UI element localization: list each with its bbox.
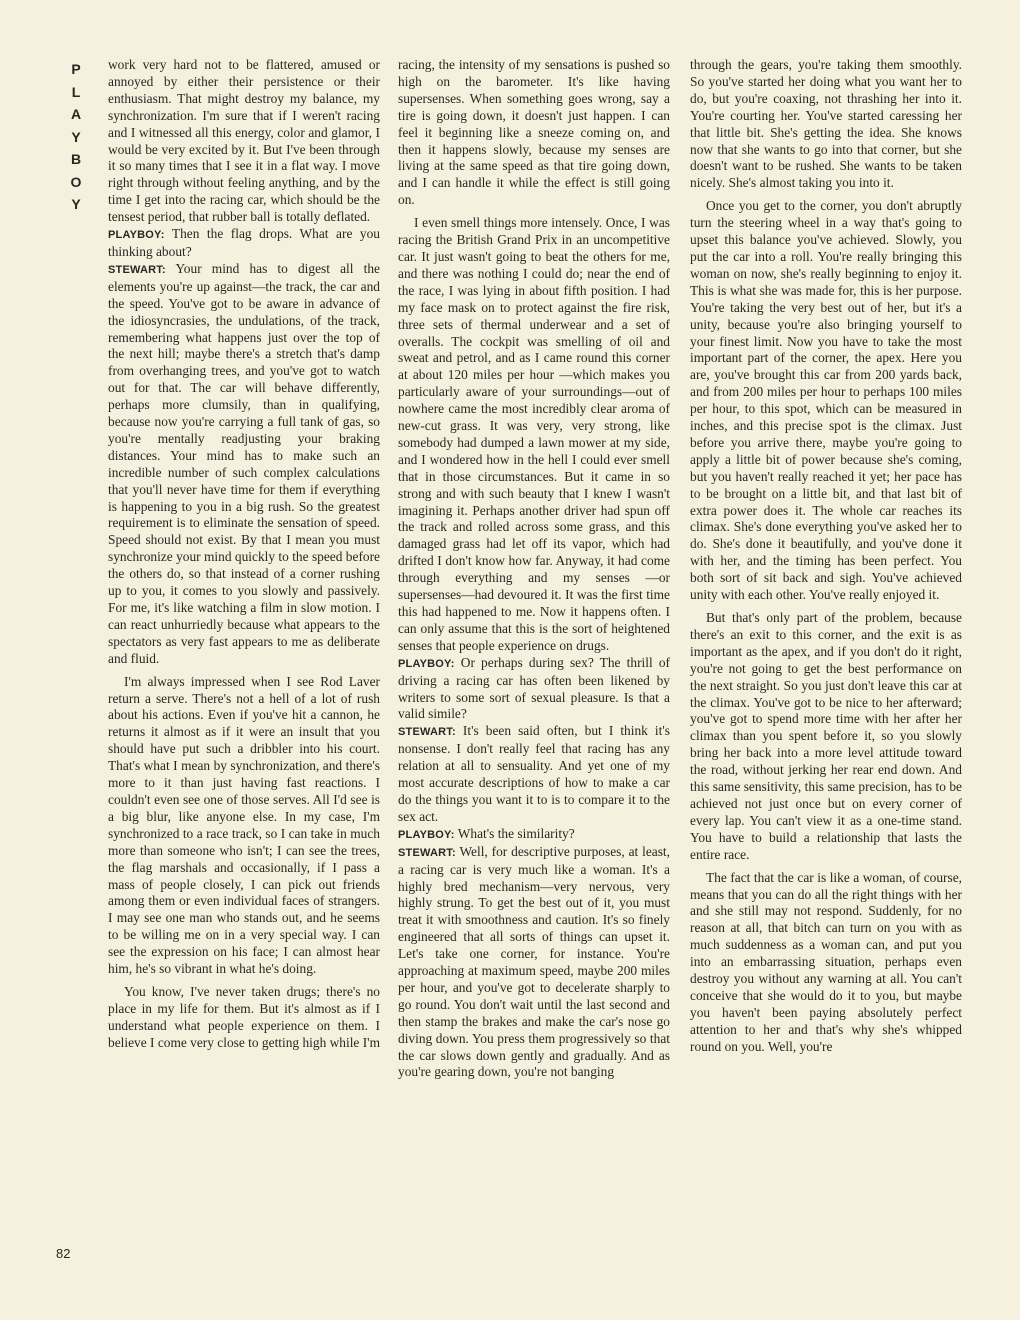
paragraph <box>690 57 962 192</box>
magazine-masthead <box>56 58 96 216</box>
paragraph-text: work very hard not to be flattered, amused or annoyed by either their persistence or their enthusiasm. That might destroy my balance, my synchronization. I'm sure that if I weren't racing and I witnessed all this energy, color and glamor, I would be very excited by it. But I've been through it so many times that I see it in a flat way. I move right through without feeling anything, and by the time I get into the racing car, which should be the tensest period, that rubber ball is totally deflated. <box>108 57 380 225</box>
paragraph-text: The fact that the car is like a woman, of course, means that you can do all the right things with her and she still may not respond. Suddenly, for no reason at all, that bitch can turn on you with as much suddenness as a woman can, and put you into an embarrassing situation, perhaps even destroy you without any warning at all. You can't conceive that she would do it to you, but maybe you haven't been paying absolutely perfect attention to her and that's why she's whipped round on you. Well, you're <box>690 869 962 1054</box>
masthead-letter: B <box>70 151 82 167</box>
text-column-1 <box>108 57 380 1287</box>
paragraph-text: Your mind has to digest all the elements you're up against—the track, the car and the speed. You've got to be aware in advance of the idiosyncrasies, the undulations, of the track, remembering what happens just over the top of the next hill; maybe there's a stretch that's damp from overhanging trees, and you've got to watch out for that. The car will behave differently, perhaps more clumsily, than in qualifying, because now you're carrying a full tank of gas, so you're mentally readjusting your braking distances. Your mind has to make such an incredible number of such complex calculations that you'll never have time for them if everything is happening to you in a big rush. So the greatest requirement is to eliminate the sensation of speed. Speed should not exist. By that I mean you must synchronize your mind quickly to the speed before the others do, so that instead of a corner rushing up to you, it comes to you slowly and passively. For me, it's like watching a film in slow motion. I can react unhurriedly because what appears to the spectators as very fast appears to me as deliberate and fluid. <box>108 260 380 666</box>
paragraph <box>398 723 670 825</box>
speaker-label: PLAYBOY: <box>398 828 455 841</box>
text-column-3 <box>690 57 962 1287</box>
speaker-label: PLAYBOY: <box>108 229 165 242</box>
text-column-2 <box>398 57 670 1287</box>
paragraph-text: What's the similarity? <box>454 825 575 841</box>
paragraph-text: You know, I've never taken drugs; there's no place in my life for them. But it's almost as if I understand what people experience on them. I believe I come very close to getting high while I'm <box>108 983 380 1050</box>
paragraph-text: It's been said often, but I think it's nonsense. I don't really feel that racing has any relation at all to sensuality. And yet one of my most accurate descriptions of how to make a car do the things you want it to is to compare it to the sex act. <box>398 723 670 824</box>
masthead-letter: P <box>71 61 81 77</box>
paragraph-text: through the gears, you're taking them smoothly. So you've started her doing what you want her to do, but you're coaxing, not thrashing her into it. You're courting her. You've started caressing her that little bit. She's getting the idea. She knows now that she wants to go into that corner, but she doesn't want to be rushed. She wants to be taken nicely. She's almost taking you into it. <box>690 57 962 191</box>
paragraph-text: Then the flag drops. What are you thinking about? <box>108 226 380 259</box>
paragraph <box>398 844 670 1082</box>
masthead-letter: L <box>71 83 81 100</box>
speaker-label: STEWART: <box>398 846 456 859</box>
paragraph <box>398 215 670 655</box>
paragraph-text: Or perhaps during sex? The thrill of driving a racing car has often been likened by writers to some sort of sexual pleasure. Is that a valid simile? <box>398 654 670 722</box>
paragraph-text: racing, the intensity of my sensations is pushed so high on the barometer. It's like having supersenses. When something goes wrong, say a tire is going down, it doesn't just happen. I can feel it beginning like a sneeze coming on, and then it happens slowly, because my senses are living at the same speed as that tire going down, and I can handle it while the effect is still going on. <box>398 57 670 208</box>
paragraph-text: I even smell things more intensely. Once, I was racing the British Grand Prix in an uncompetitive car. It just wasn't going to beat the others for me, and there was nothing I could do; near the end of the race, I was lying in about fifth position. I had my face mask on to protect against the fire risk, three sets of thermal underwear and a set of overalls. The cockpit was smelling of oil and sweat and petrol, and as I came round this corner at about 120 miles per hour —which makes you particularly aware of your surroundings—out of nowhere came the most incredibly clear aroma of new-cut grass. It was very, very strong, like somebody had dumped a lawn mower at my side, and I wondered how in the hell I could ever smell that in those circumstances. But it came in so strong and with such beauty that I knew I wasn't imagining it. Perhaps another driver had spun off the track and rolled across some grass, and this damaged grass had let off its vapor, which had drifted I don't know how far. Anyway, it had come through everything and my senses —or supersenses—had devoured it. It was the first time this had happened to me. Now it happens often. I can only assume that this is the sort of heightened senses that people experience on drugs. <box>398 215 670 653</box>
paragraph <box>108 984 380 1052</box>
masthead-letter: Y <box>71 128 81 145</box>
paragraph-text: I'm always impressed when I see Rod Laver return a serve. There's not a hell of a lot of rush about his actions. Even if you've hit a cannon, he returns it almost as if it were an insult that you should have put such a dribbler into his court. That's what I mean by synchronization, and there's more to it than just having fast reactions. I couldn't even see one of those serves. All I'd see is a big blur, like anyone else. In my case, I'm synchronized to a race track, so I can take in much more than someone who isn't; I can see the trees, the flag marshals and occasionally, if I pass a mass of people closely, I can pick out friends among them or even individual faces of strangers. I may see one man who stands out, and he seems to be willing me on in a very special way. I can see the expression on his face; I can almost hear him, he's so vibrant in what he's doing. <box>108 673 380 977</box>
speaker-label: STEWART: <box>108 263 166 276</box>
speaker-label: STEWART: <box>398 726 456 739</box>
masthead-letter: A <box>70 106 82 122</box>
paragraph <box>108 261 380 668</box>
paragraph <box>690 610 962 864</box>
paragraph <box>108 57 380 226</box>
paragraph-text: But that's only part of the problem, because there's an exit to this corner, and the exit is as important as the apex, and if you don't do it right, you're not going to get the best performance on the next straight. So you just don't leave this car at the climax. You've got to be nice to her afterward; you've got to spend more time with her after her climax than you spent before it, so you slowly bring her back into a more level attitude toward the road, without jerking her rear end down. And this same sensitivity, this same precision, has to be achieved not just once but on every corner of every lap. You can't view it as a one-time stand. You have to build a relationship that lasts the entire race. <box>690 610 962 862</box>
paragraph-text: Well, for descriptive purposes, at least, a racing car is very much like a woman. It's a highly bred mechanism—very nervous, very highly strung. To get the best out of it, you must treat it with smoothness and caution. It's so finely engineered that all sorts of things can upset it. Let's take one corner, for instance. You're approaching at maximum speed, maybe 200 miles per hour, and you've got to decelerate sharply to go round. You don't wait until the last second and then stamp the brakes and make the car's nose go diving down. You press them progressively so that the car slows down gently and gradually. And as you're gearing down, you're not banging <box>398 843 670 1080</box>
masthead-letter: O <box>70 173 82 190</box>
paragraph <box>690 198 962 604</box>
paragraph-text: Once you get to the corner, you don't abruptly turn the steering wheel in a way that's going to upset this balance you've achieved. Slowly, you put the car into a roll. You're really bringing this woman on now, she's really beginning to enjoy it. This is what she was made for, this is her purpose. You're taking the very best out of her, but it's a unity, because you're also bringing yourself to your finest limit. Now you have to take the most important part of the corner, the apex. Here you are, you've brought this car from 200 yards back, and from 200 miles per hour to perhaps 100 miles per hour, to this spot, which can be measured in inches, and this precise spot is the climax. Just before you arrive there, maybe you're going to apply a little bit of power because she's coming, but you haven't really reached it yet; her pace has to be brought on a little bit, and that last bit of extra power does it. The whole car reaches its climax. She's done everything you've asked her to do. She's done it beautifully, and you've done it with her, and the timing has been perfect. You both sort of sit back and sigh. You've achieved unity with each other. You've really enjoyed it. <box>690 198 962 603</box>
paragraph <box>398 57 670 209</box>
paragraph <box>108 226 380 261</box>
paragraph <box>108 674 380 978</box>
paragraph <box>398 826 670 844</box>
paragraph <box>690 870 962 1056</box>
speaker-label: PLAYBOY: <box>398 657 455 670</box>
masthead-letter: Y <box>71 196 81 212</box>
paragraph <box>398 655 670 724</box>
page-number: 82 <box>56 1246 71 1261</box>
